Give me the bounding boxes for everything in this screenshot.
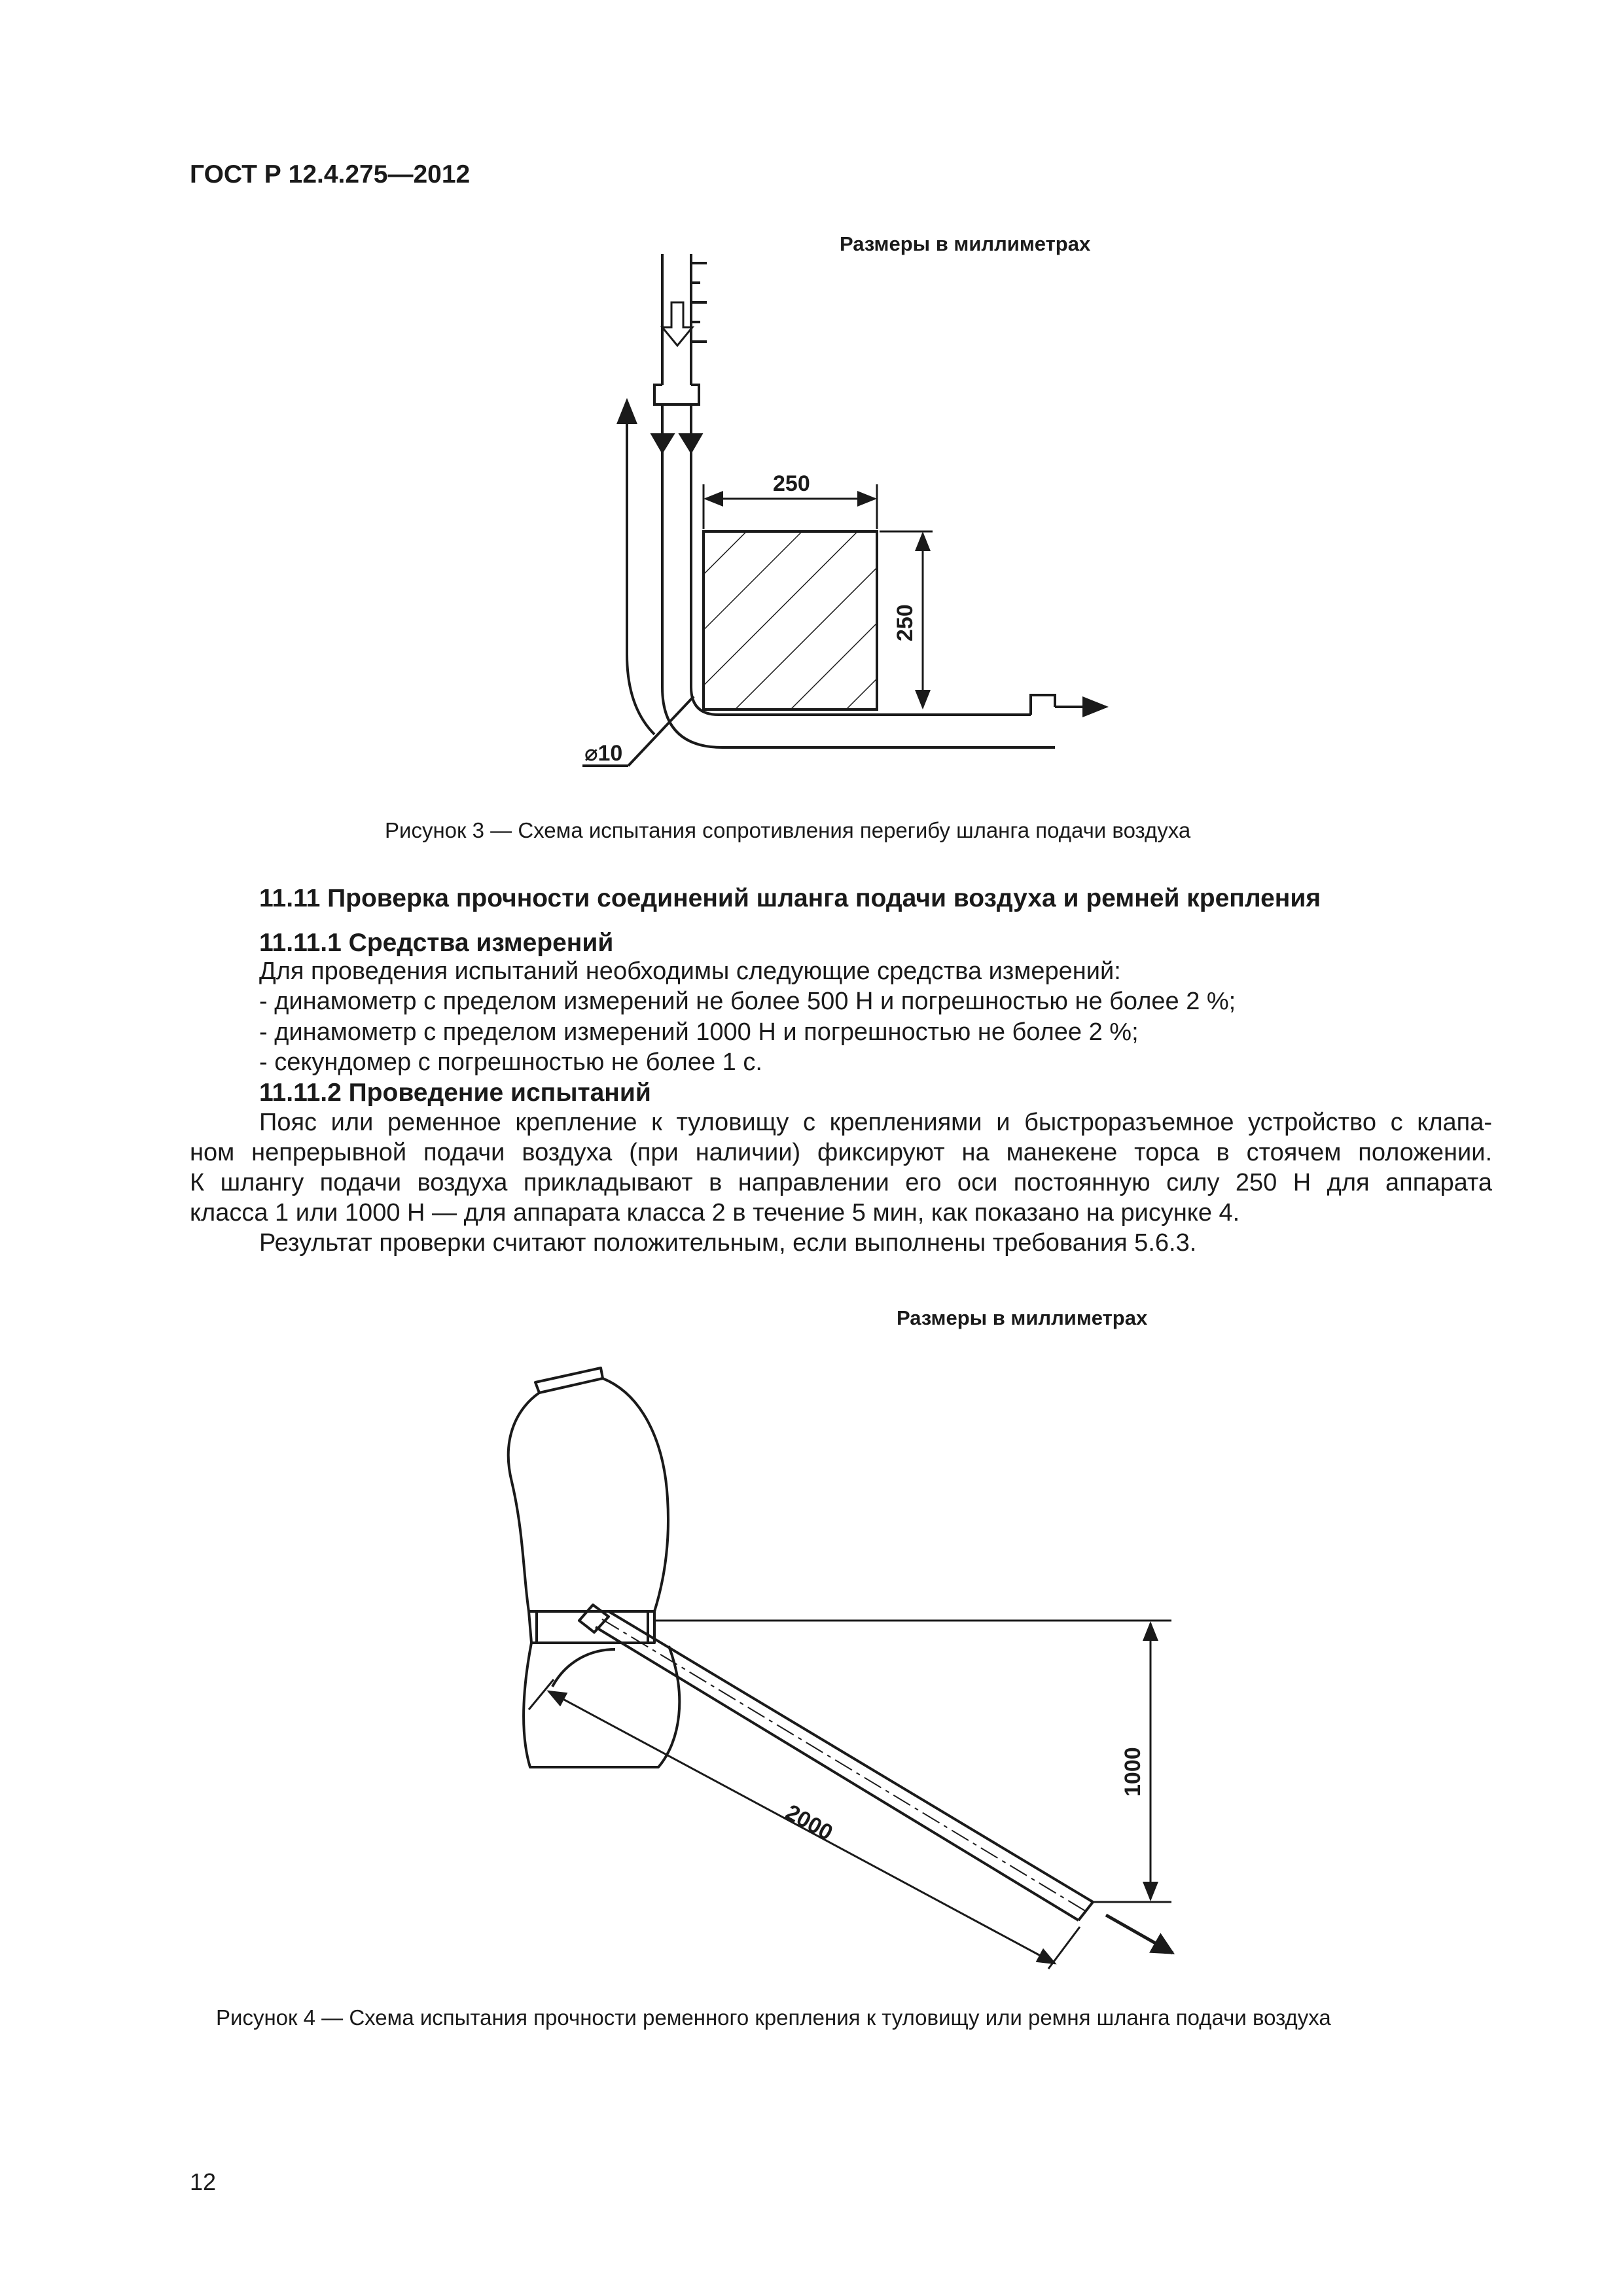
figure4-units-note: Размеры в миллиметрах	[897, 1306, 1148, 1329]
subsection1-heading: 11.11.1 Средства измерений	[259, 929, 614, 957]
figure4-height-dim: 1000	[1120, 1747, 1145, 1797]
figure3-width-dim: 250	[773, 471, 810, 496]
subsection2-line: класса 1 или 1000 Н — для аппарата класса 2 в течение 5 мин, как показано на рисунке 4.	[190, 1199, 1240, 1227]
figure3-height-dim: 250	[893, 604, 918, 641]
figure3-units-note: Размеры в миллиметрах	[840, 232, 1091, 255]
section-heading: 11.11 Проверка прочности соединений шланга подачи воздуха и ремней крепления	[259, 884, 1321, 912]
subsection1-line: - динамометр с пределом измерений не более 500 Н и погрешностью не более 2 %;	[259, 988, 1236, 1015]
figure4-caption: Рисунок 4 — Схема испытания прочности ременного крепления к туловищу или ремня шланга подачи воздуха	[216, 2005, 1331, 2030]
subsection1-line: Для проведения испытаний необходимы следующие средства измерений:	[259, 958, 1121, 985]
subsection2-line: Пояс или ременное крепление к туловищу с креплениями и быстроразъемное устройство с клапа-	[259, 1109, 1492, 1136]
subsection2-heading: 11.11.2 Проведение испытаний	[259, 1079, 651, 1107]
figure3-diameter-dim: ⌀10	[584, 741, 623, 766]
subsection2-line: Результат проверки считают положительным, если выполнены требования 5.6.3.	[259, 1229, 1197, 1257]
figure3-caption: Рисунок 3 — Схема испытания сопротивления перегибу шланга подачи воздуха	[385, 818, 1191, 842]
figure4-length-dim: 2000	[781, 1799, 837, 1846]
subsection2-line: К шлангу подачи воздуха прикладывают в направлении его оси постоянную силу 250 Н для аппарата	[190, 1169, 1492, 1196]
document-code: ГОСТ Р 12.4.275—2012	[190, 160, 471, 188]
subsection2-line: ном непрерывной подачи воздуха (при наличии) фиксируют на манекене торса в стоячем положении.	[190, 1139, 1492, 1166]
figure3-diagram	[0, 0, 1623, 825]
subsection1-line: - секундомер с погрешностью не более 1 с.	[259, 1049, 762, 1076]
figure4-diagram	[0, 1335, 1623, 2009]
page-number: 12	[190, 2168, 217, 2195]
subsection1-line: - динамометр с пределом измерений 1000 Н и погрешностью не более 2 %;	[259, 1018, 1139, 1046]
